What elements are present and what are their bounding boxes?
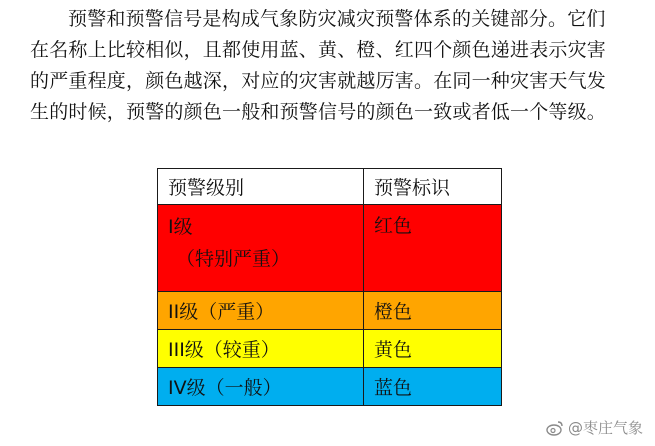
color-cell: 红色: [364, 205, 502, 292]
level-cell: II级（严重）: [158, 292, 364, 330]
level-label: I级: [168, 216, 193, 238]
table-row-yellow: [158, 330, 502, 368]
warning-level-table: [157, 168, 502, 406]
level-cell: III级（较重）: [158, 330, 364, 368]
level-cell: IV级（一般）: [158, 368, 364, 406]
paragraph-line: 在名称上比较相似，且都使用蓝、黄、橙、红四个颜色递进表示灾害: [30, 39, 607, 61]
header-warning-level: 预警级别: [158, 169, 364, 205]
weibo-watermark: [546, 417, 643, 438]
weibo-icon: [546, 420, 564, 436]
table-row-orange: [158, 292, 502, 330]
header-warning-sign: 预警标识: [364, 169, 502, 205]
table-row-red: [158, 205, 502, 292]
intro-paragraph: [30, 4, 630, 128]
level-cell: [158, 205, 364, 292]
color-cell: 蓝色: [364, 368, 502, 406]
color-cell: 黄色: [364, 330, 502, 368]
table-header-row: [158, 169, 502, 205]
color-cell: 橙色: [364, 292, 502, 330]
watermark-text: @枣庄气象: [567, 419, 643, 437]
level-sublabel: （特别严重）: [176, 248, 291, 270]
paragraph-line: 的严重程度，颜色越深，对应的灾害就越厉害。在同一种灾害天气发: [30, 70, 607, 92]
paragraph-line: 预警和预警信号是构成气象防灾减灾预警体系的关键部分。它们: [68, 8, 606, 30]
paragraph-line: 生的时候，预警的颜色一般和预警信号的颜色一致或者低一个等级。: [30, 101, 607, 123]
table-row-blue: [158, 368, 502, 406]
